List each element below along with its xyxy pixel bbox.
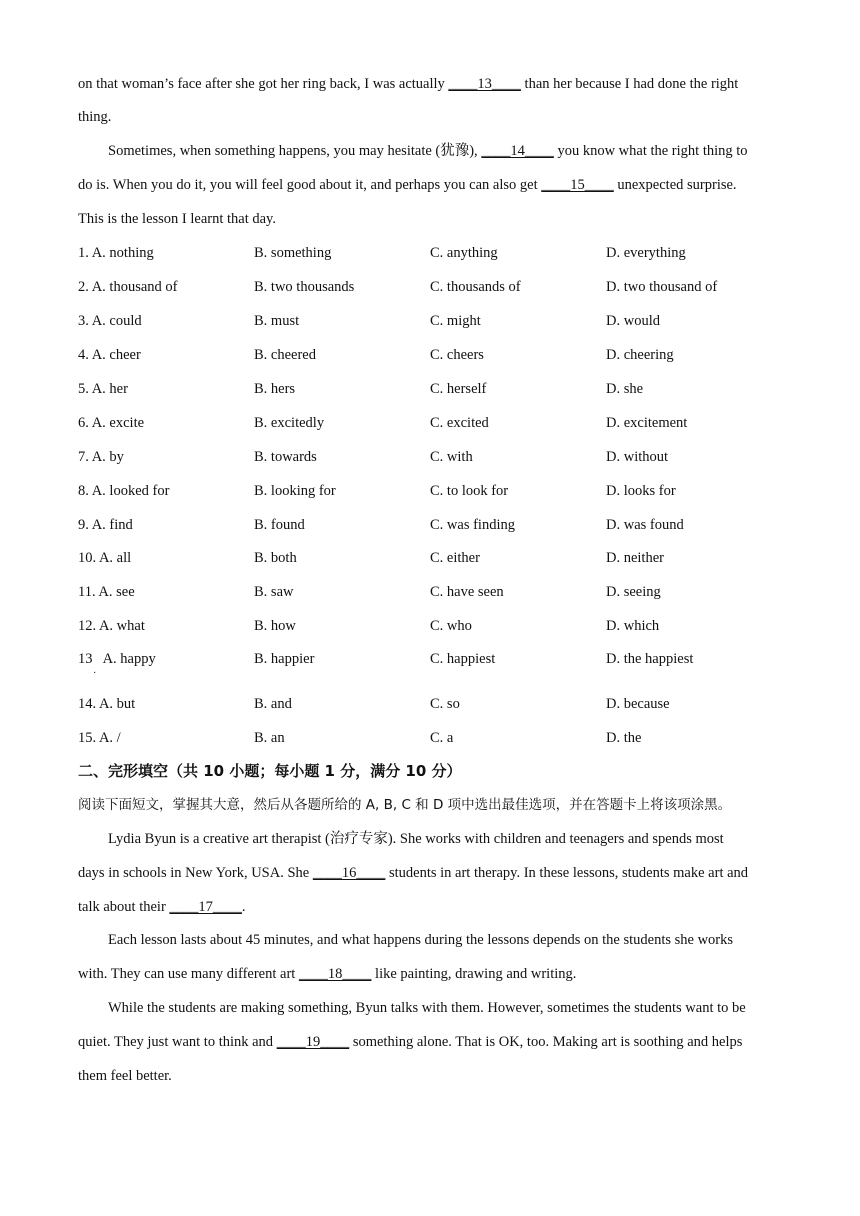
option-c: C. who <box>430 618 472 634</box>
option-c: C. herself <box>430 381 487 397</box>
option-row <box>78 311 778 331</box>
option-row <box>78 243 778 263</box>
section-heading: 二、完形填空（共 10 小题；每小题 1 分，满分 10 分） <box>78 762 462 780</box>
section-instruction: 阅读下面短文，掌握其大意，然后从各题所给的 A, B, C 和 D 项中选出最佳选项，并在答题卡上将该项涂黑。 <box>78 797 732 813</box>
option-a: 1. A. nothing <box>78 245 154 261</box>
option-a: 12. A. what <box>78 618 145 634</box>
option-row <box>78 649 778 669</box>
passage-line <box>78 863 748 883</box>
option-b: B. an <box>254 730 285 746</box>
option-a: 6. A. excite <box>78 415 145 431</box>
passage-text: on that woman’s face after she got her ring back, I was actually <box>78 76 449 92</box>
passage-line: While the students are making something, Byun talks with them. However, sometimes the students want to be <box>108 1000 746 1016</box>
passage-line: thing. <box>78 109 112 125</box>
passage-text: Sometimes, when something happens, you may hesitate (犹豫), <box>108 143 482 159</box>
stray-dot-mark: · <box>93 668 97 679</box>
passage-line: Each lesson lasts about 45 minutes, and what happens during the lessons depends on the students she works <box>108 932 734 948</box>
option-row <box>78 582 778 602</box>
option-b: B. something <box>254 245 332 261</box>
option-row <box>78 548 778 568</box>
option-b: B. both <box>254 550 297 566</box>
option-row <box>78 379 778 399</box>
blank-19: ____19____ <box>276 1034 350 1050</box>
option-b: B. must <box>254 313 300 329</box>
option-c: C. thousands of <box>430 279 521 295</box>
passage-text: days in schools in New York, USA. She <box>78 865 313 881</box>
option-a: 10. A. all <box>78 550 132 566</box>
passage-text: . <box>241 899 246 915</box>
option-b: B. happier <box>254 651 315 667</box>
option-row <box>78 694 778 714</box>
blank-14: ____14____ <box>481 143 554 159</box>
option-row <box>78 345 778 365</box>
option-a: 9. A. find <box>78 517 133 533</box>
option-a: 4. A. cheer <box>78 347 141 363</box>
option-d: D. cheering <box>606 347 674 363</box>
option-row <box>78 616 778 636</box>
option-row <box>78 447 778 467</box>
option-d: D. was found <box>606 517 684 533</box>
passage-line <box>108 141 748 161</box>
option-b: B. cheered <box>254 347 316 363</box>
option-b: B. hers <box>254 381 296 397</box>
option-c: C. a <box>430 730 454 746</box>
passage-text: students in art therapy. In these lessons, students make art and <box>385 865 749 881</box>
option-d: D. she <box>606 381 644 397</box>
passage-text: like painting, drawing and writing. <box>371 966 577 982</box>
option-c: C. either <box>430 550 480 566</box>
option-a: 15. A. / <box>78 730 121 746</box>
option-a: 13 A. happy <box>78 651 156 667</box>
option-d: D. seeing <box>606 584 661 600</box>
passage-line <box>78 897 246 917</box>
option-a: 11. A. see <box>78 584 135 600</box>
option-d: D. without <box>606 449 669 465</box>
option-d: D. the <box>606 730 642 746</box>
passage-text: talk about their <box>78 899 170 915</box>
option-a: 5. A. her <box>78 381 128 397</box>
option-a: 7. A. by <box>78 449 124 465</box>
option-a: 3. A. could <box>78 313 142 329</box>
option-row <box>78 481 778 501</box>
passage-line: them feel better. <box>78 1068 172 1084</box>
option-c: C. cheers <box>430 347 484 363</box>
blank-13: ____13____ <box>448 76 521 92</box>
option-c: C. with <box>430 449 473 465</box>
passage-line <box>78 964 576 984</box>
blank-16: ____16____ <box>312 865 386 881</box>
blank-15: ____15____ <box>541 177 614 193</box>
option-c: C. to look for <box>430 483 509 499</box>
passage-line: Lydia Byun is a creative art therapist (治疗专家). She works with children and teenagers and spends most <box>108 831 724 847</box>
blank-17: ____17____ <box>169 899 242 915</box>
option-b: B. looking for <box>254 483 336 499</box>
option-b: B. two thousands <box>254 279 355 295</box>
option-d: D. neither <box>606 550 664 566</box>
option-c: C. excited <box>430 415 489 431</box>
option-a: 14. A. but <box>78 696 136 712</box>
option-row <box>78 728 778 748</box>
option-b: B. and <box>254 696 292 712</box>
option-c: C. anything <box>430 245 498 261</box>
option-d: D. would <box>606 313 660 329</box>
option-d: D. everything <box>606 245 686 261</box>
option-a: 2. A. thousand of <box>78 279 178 295</box>
option-b: B. towards <box>254 449 317 465</box>
option-c: C. so <box>430 696 460 712</box>
option-b: B. excitedly <box>254 415 325 431</box>
passage-text: with. They can use many different art <box>78 966 299 982</box>
passage-line <box>78 175 737 195</box>
option-row <box>78 277 778 297</box>
passage-text: quiet. They just want to think and <box>78 1034 277 1050</box>
option-d: D. because <box>606 696 670 712</box>
option-a: 8. A. looked for <box>78 483 170 499</box>
option-c: C. happiest <box>430 651 496 667</box>
option-d: D. excitement <box>606 415 688 431</box>
passage-line <box>78 1032 742 1052</box>
option-row <box>78 515 778 535</box>
option-b: B. how <box>254 618 296 634</box>
option-d: D. the happiest <box>606 651 694 667</box>
option-d: D. which <box>606 618 660 634</box>
option-c: C. was finding <box>430 517 515 533</box>
option-b: B. saw <box>254 584 294 600</box>
option-row <box>78 413 778 433</box>
blank-18: ____18____ <box>298 966 372 982</box>
option-d: D. looks for <box>606 483 676 499</box>
option-b: B. found <box>254 517 305 533</box>
passage-text: something alone. That is OK, too. Making art is soothing and helps <box>349 1034 743 1050</box>
passage-text: than her because I had done the right <box>520 76 739 92</box>
passage-line: This is the lesson I learnt that day. <box>78 211 276 227</box>
option-c: C. might <box>430 313 481 329</box>
passage-line <box>78 74 738 94</box>
option-c: C. have seen <box>430 584 504 600</box>
passage-text: do is. When you do it, you will feel good about it, and perhaps you can also get <box>78 177 542 193</box>
option-d: D. two thousand of <box>606 279 718 295</box>
passage-text: unexpected surprise. <box>613 177 737 193</box>
passage-text: you know what the right thing to <box>553 143 748 159</box>
